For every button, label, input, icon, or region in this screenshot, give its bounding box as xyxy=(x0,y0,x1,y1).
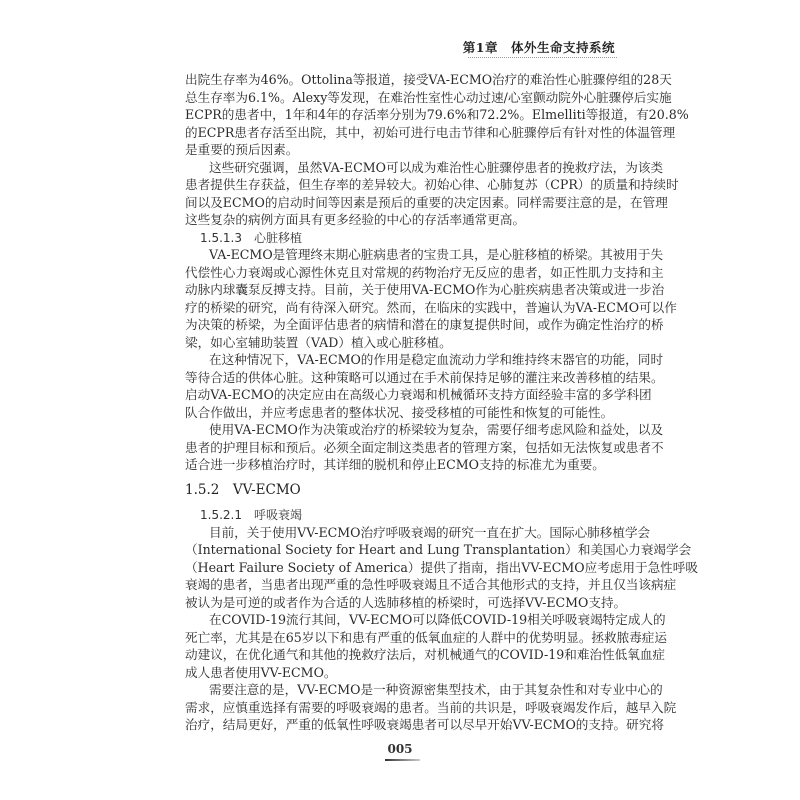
text-line: 死亡率，尤其是在65岁以下和患有严重的低氧血症的人群中的优势明显。拯救脓毒症运 xyxy=(185,630,667,645)
text-line: 的ECPR患者存活至出院，其中，初始可进行电击节律和心脏骤停后有针对性的体温管理 xyxy=(185,125,676,140)
text-line: 治疗，结局更好，严重的低氧性呼吸衰竭患者可以尽早开始VV-ECMO的支持。研究将 xyxy=(185,717,664,732)
text-line: 成人患者使用VV-ECMO。 xyxy=(185,665,337,680)
text-line: 为决策的桥梁，为全面评估患者的病情和潜在的康复提供时间，或作为确定性治疗的桥 xyxy=(185,317,664,332)
text-line: 在这种情况下，VA-ECMO的作用是稳定血流动力学和维持终末器官的功能，同时 xyxy=(209,352,664,367)
page-number: 005 xyxy=(387,742,413,756)
page-number-rule xyxy=(385,759,420,761)
text-line: （Heart Failure Society of America）提供了指南，指出VV-ECMO应考虑用于急性呼吸 xyxy=(185,560,698,575)
running-header: 第1章 体外生命支持系统 xyxy=(462,40,615,55)
text-line: 动脉内球囊泵反搏支持。目前，关于使用VA-ECMO作为心脏疾病患者决策或进一步治 xyxy=(185,282,665,297)
text-line: ECPR的患者中，1年和4年的存活率分别为79.6%和72.2%。Elmelliti等报道，有20.8% xyxy=(185,107,689,122)
section-heading: 1.5.2.1 呼吸衰竭 xyxy=(200,508,302,522)
text-line: 出院生存率为46%。Ottolina等报道，接受VA-ECMO治疗的难治性心脏骤停组的28天 xyxy=(185,72,672,87)
text-line: 梁，如心室辅助装置（VAD）植入或心脏移植。 xyxy=(185,335,452,350)
text-line: 是重要的预后因素。 xyxy=(185,142,299,157)
text-line: 需求，应慎重选择有需要的呼吸衰竭的患者。当前的共识是，呼吸衰竭发作后，越早入院 xyxy=(185,700,677,715)
text-line: 使用VA-ECMO作为决策或治疗的桥梁较为复杂，需要仔细考虑风险和益处，以及 xyxy=(209,422,664,437)
text-line: 这些研究强调，虽然VA-ECMO可以成为难治性心脏骤停患者的挽救疗法，为该类 xyxy=(209,160,664,175)
text-line: 代偿性心力衰竭或心源性休克且对常规的药物治疗无反应的患者，如正性肌力支持和主 xyxy=(185,265,664,280)
text-line: 被认为是可逆的或者作为合适的人选肺移植的桥梁时，可选择VV-ECMO支持。 xyxy=(185,595,627,610)
text-line: 总生存率为6.1%。Alexy等发现，在难治性室性心动过速/心室颤动院外心脏骤停后实施 xyxy=(185,90,672,105)
text-line: 间以及ECMO的启动时间等因素是预后的重要的决定因素。同样需要注意的是，在管理 xyxy=(185,195,668,210)
text-line: 适合进一步移植治疗时，其详细的脱机和停止ECMO支持的标准尤为重要。 xyxy=(185,457,605,472)
text-line: 需要注意的是，VV-ECMO是一种资源密集型技术，由于其复杂性和对专业中心的 xyxy=(209,682,663,697)
text-line: 动建议，在优化通气和其他的挽救疗法后，对机械通气的COVID-19和难治性低氧血症 xyxy=(185,647,666,662)
text-line: 这些复杂的病例方面具有更多经验的中心的存活率通常更高。 xyxy=(185,212,526,227)
text-line: 队合作做出，并应考虑患者的整体状况、接受移植的可能性和恢复的可能性。 xyxy=(185,405,614,420)
text-line: 在COVID-19流行其间，VV-ECMO可以降低COVID-19相关呼吸衰竭特定成人的 xyxy=(209,612,666,627)
text-line: 疗的桥梁的研究，尚有待深入研究。然而，在临床的实践中，普遍认为VA-ECMO可以作 xyxy=(185,300,677,315)
text-line: （International Society for Heart and Lung Transplantation）和美国心力衰竭学会 xyxy=(185,542,692,557)
text-line: 衰竭的患者，当患者出现严重的急性呼吸衰竭且不适合其他形式的支持，并且仅当该病症 xyxy=(185,577,677,592)
section-heading: 1.5.1.3 心脏移植 xyxy=(200,231,302,245)
text-line: 等待合适的供体心脏。这种策略可以通过在手术前保持足够的灌注来改善移植的结果。 xyxy=(185,370,664,385)
section-heading: 1.5.2 VV-ECMO xyxy=(185,482,301,498)
text-line: VA-ECMO是管理终末期心脏病患者的宝贵工具，是心脏移植的桥梁。其被用于失 xyxy=(209,247,664,262)
text-line: 启动VA-ECMO的决定应由在高级心力衰竭和机械循环支持方面经验丰富的多学科团 xyxy=(185,387,652,402)
text-line: 患者提供生存获益，但生存率的差异较大。初始心律、心肺复苏（CPR）的质量和持续时 xyxy=(185,177,679,192)
text-line: 患者的护理目标和预后。必须全面定制这类患者的管理方案，包括如无法恢复或患者不 xyxy=(185,440,664,455)
text-line: 目前，关于使用VV-ECMO治疗呼吸衰竭的研究一直在扩大。国际心肺移植学会 xyxy=(209,525,651,540)
header-rule xyxy=(468,57,617,58)
